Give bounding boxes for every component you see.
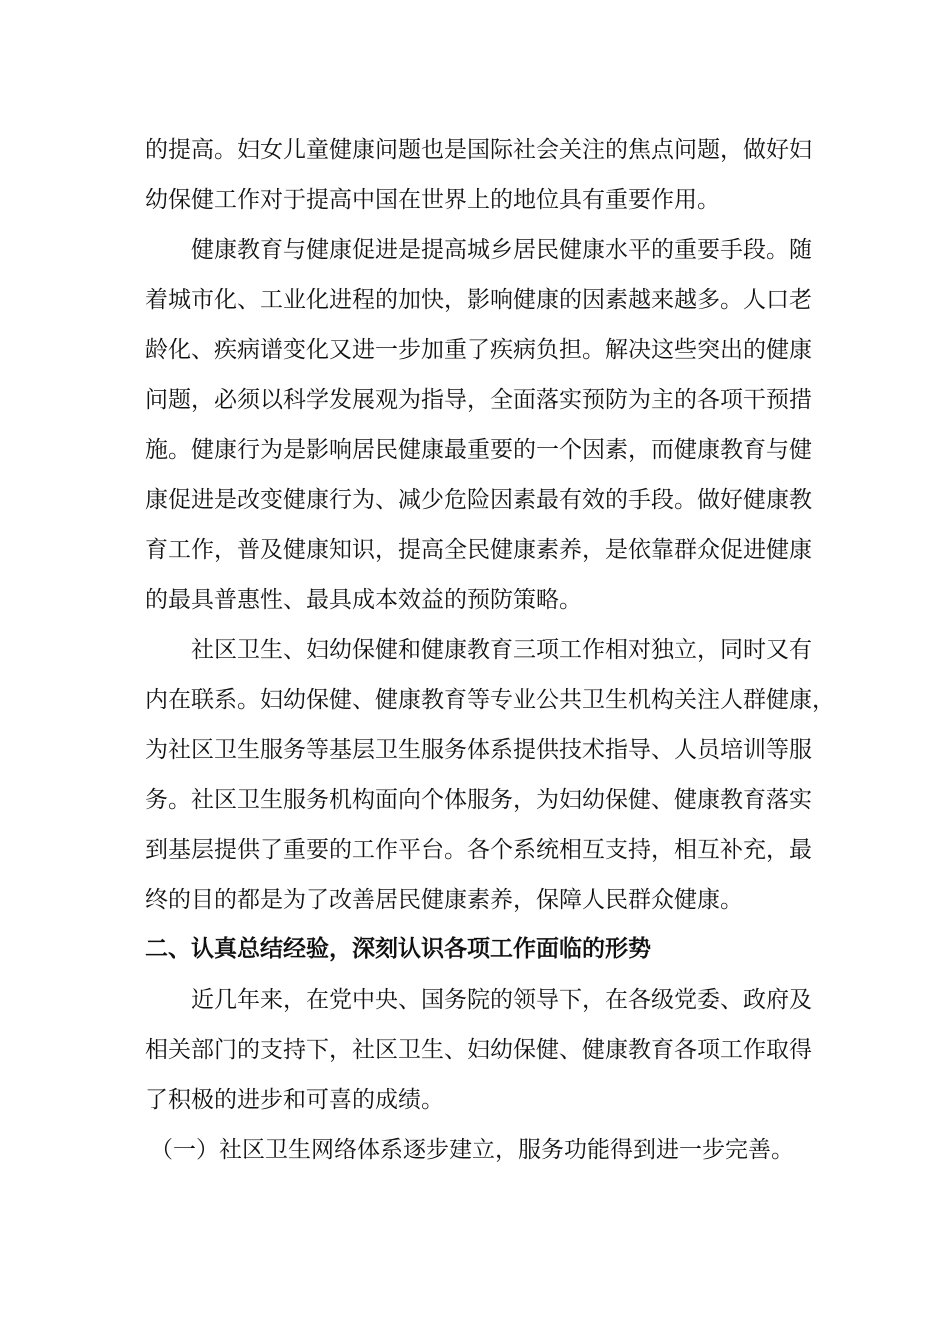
text-line: 的提高。妇女儿童健康问题也是国际社会关注的焦点问题，做好妇 xyxy=(145,137,812,163)
text-line: 的最具普惠性、最具成本效益的预防策略。 xyxy=(145,587,582,613)
text-line: 近几年来，在党中央、国务院的领导下，在各级党委、政府及 xyxy=(191,987,812,1013)
text-line: 为社区卫生服务等基层卫生服务体系提供技术指导、人员培训等服 xyxy=(145,737,812,763)
text-line: 内在联系。妇幼保健、健康教育等专业公共卫生机构关注人群健康， xyxy=(145,687,835,713)
text-line: 问题，必须以科学发展观为指导，全面落实预防为主的各项干预措 xyxy=(145,387,812,413)
text-line: 着城市化、工业化进程的加快，影响健康的因素越来越多。人口老 xyxy=(145,287,812,313)
text-line: 育工作，普及健康知识，提高全民健康素养，是依靠群众促进健康 xyxy=(145,537,812,563)
text-line: 施。健康行为是影响居民健康最重要的一个因素，而健康教育与健 xyxy=(145,437,812,463)
text-line: 社区卫生、妇幼保健和健康教育三项工作相对独立，同时又有 xyxy=(191,637,812,663)
text-line: 务。社区卫生服务机构面向个体服务，为妇幼保健、健康教育落实 xyxy=(145,787,812,813)
text-line: 幼保健工作对于提高中国在世界上的地位具有重要作用。 xyxy=(145,187,720,213)
text-line: 康促进是改变健康行为、减少危险因素最有效的手段。做好健康教 xyxy=(145,487,812,513)
text-line: 相关部门的支持下，社区卫生、妇幼保健、健康教育各项工作取得 xyxy=(145,1037,812,1063)
text-line: 终的目的都是为了改善居民健康素养，保障人民群众健康。 xyxy=(145,887,743,913)
text-line: 到基层提供了重要的工作平台。各个系统相互支持，相互补充，最 xyxy=(145,837,812,863)
text-line: 了积极的进步和可喜的成绩。 xyxy=(145,1087,444,1113)
text-line: 健康教育与健康促进是提高城乡居民健康水平的重要手段。随 xyxy=(191,237,812,263)
section-heading: 二、认真总结经验，深刻认识各项工作面临的形势 xyxy=(145,936,651,962)
subsection-heading: （一）社区卫生网络体系逐步建立，服务功能得到进一步完善。 xyxy=(150,1137,794,1163)
text-line: 龄化、疾病谱变化又进一步加重了疾病负担。解决这些突出的健康 xyxy=(145,337,812,363)
